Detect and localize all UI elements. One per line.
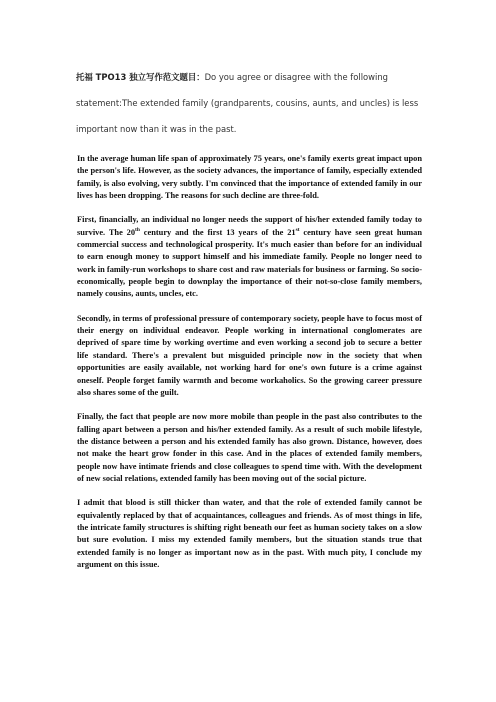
paragraph-financial-c: century have seen great human commercial success and technological prosperity. It's much easier than before for an individual to earn enough money to support himself and his immediate family. People no longer need to work in family-run workshops to share cost and raw materials for business or farming. So socio-economically, people begin to downplay the importance of their not-so-close family members, namely cousins, aunts, uncles, etc. [77, 227, 422, 299]
paragraph-financial-b: century and the first 13 years of the 21 [139, 227, 296, 237]
essay-prompt [76, 64, 426, 142]
paragraph-conclusion: I admit that blood is still thicker than water, and that the role of extended family cannot be equivalently replaced by that of acquaintances, colleagues and friends. As of most things in life, the intricate family structures is shifting right beneath our feet as human society takes on a slow but sure evolution. I miss my extended family members, but the situation stands true that extended family is no longer as important now as in the past. With much pity, I conclude my argument on this issue. [77, 498, 422, 569]
essay-body [77, 153, 422, 583]
prompt-line-1 [76, 64, 426, 90]
superscript-th: th [135, 226, 140, 233]
prompt-prefix: 托福 TPO13 独立写作范文题目： [76, 72, 205, 82]
prompt-text-1: Do you agree or disagree with the following [204, 72, 388, 82]
paragraph-professional: Secondly, in terms of professional pressure of contemporary society, people have to focus most of their energy on individual endeavor. People working in international conglomerates are deprived of spare time by working overtime and even working a second job to secure a better life standard. There's a prevalent but misguided principle now in the society that when opportunities are easily available, not working hard for one's own future is a crime against oneself. People forget family warmth and become workaholics. So the growing career pressure also shares some of the guilt. [77, 313, 422, 397]
paragraph-mobility: Finally, the fact that people are now more mobile than people in the past also contributes to the falling apart between a person and his/her extended family. As a result of such mobile lifestyle, the distance between a person and his extended family has also grown. Distance, however, does not make the heart grow fonder in this case. And in the places of extended family members, people now have intimate friends and close colleagues to spend time with. With the development of new social relations, extended family has been moving out of the social picture. [77, 412, 422, 483]
paragraph-intro: In the average human life span of approximately 75 years, one's family exerts great impact upon the person's life. However, as the society advances, the importance of family, especially extended family, is also evolving, very subtly. I'm convinced that the importance of extended family in our lives has been dropping. The reasons for such decline are three-fold. [77, 154, 422, 201]
prompt-line-3: important now than it was in the past. [76, 124, 237, 134]
superscript-st: st [295, 226, 300, 233]
prompt-line-2: statement:The extended family (grandparents, cousins, aunts, and uncles) is less [76, 98, 419, 108]
paragraph-financial-a: First, financially, an individual no longer needs the support of his/her extended family today to survive. The 20 [77, 215, 422, 237]
paragraph-financial [77, 214, 422, 300]
